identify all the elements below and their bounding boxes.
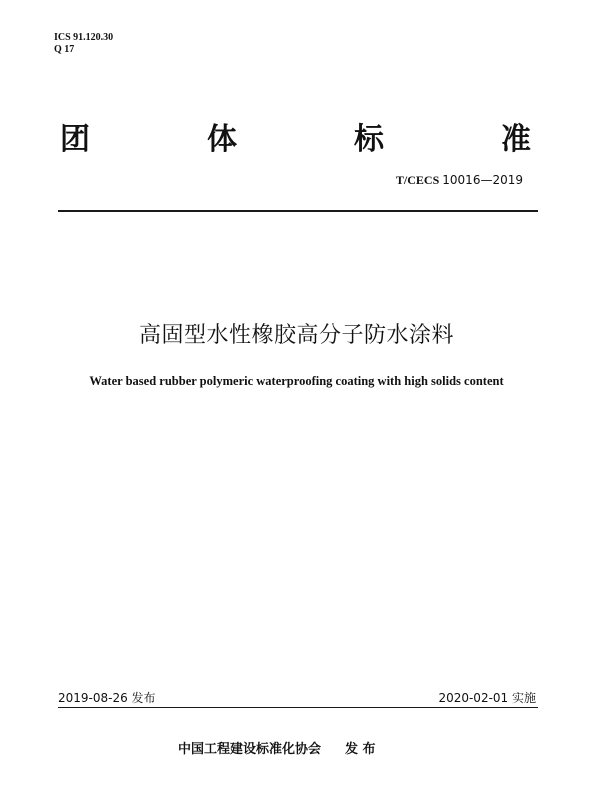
- document-title-cn: 高固型水性橡胶高分子防水涂料: [138, 323, 454, 348]
- implementation-date: 2020-02-01 实施: [438, 691, 536, 705]
- classification-codes: [54, 32, 113, 56]
- publisher-line: [178, 738, 376, 757]
- title-char: 标: [354, 122, 384, 157]
- standard-prefix: T/CECS: [395, 173, 440, 187]
- document-title-en: Water based rubber polymeric waterproofing coating with high solids content: [89, 374, 504, 388]
- top-divider: [58, 210, 538, 212]
- standard-type-title: [60, 112, 531, 160]
- title-char: 团: [60, 122, 90, 157]
- publisher-name: 中国工程建设标准化协会: [178, 742, 322, 757]
- issue-date: 2019-08-26 发布: [58, 691, 156, 705]
- title-char: 准: [501, 122, 531, 157]
- publish-label: 发 布: [345, 742, 376, 757]
- title-char: 体: [207, 122, 237, 157]
- standard-number: [396, 173, 523, 188]
- standard-digits: 10016—2019: [442, 173, 523, 187]
- ics-code: ICS 91.120.30: [54, 32, 114, 43]
- ccs-code: Q 17: [54, 44, 75, 55]
- bottom-divider: [58, 707, 538, 708]
